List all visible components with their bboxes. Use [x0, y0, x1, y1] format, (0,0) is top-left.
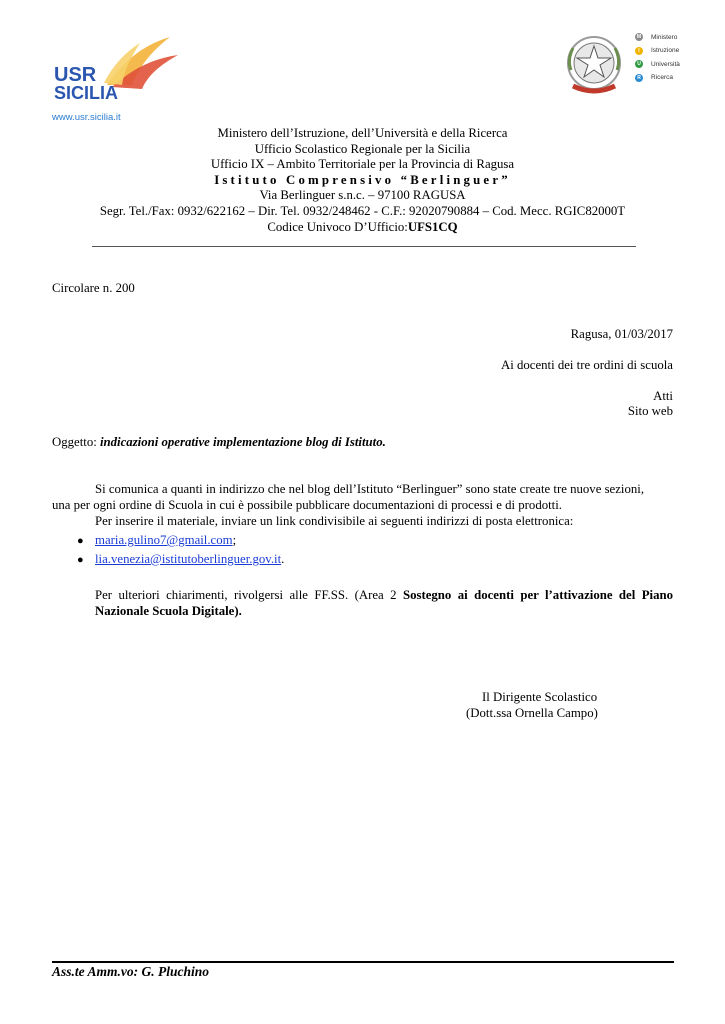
header-divider — [92, 246, 636, 247]
punctuation: ; — [232, 533, 237, 547]
signature-title: Il Dirigente Scolastico — [482, 690, 598, 704]
place-date: Ragusa, 01/03/2017 — [570, 327, 673, 341]
list-item — [77, 551, 284, 568]
miur-item-universita — [635, 58, 680, 70]
office-code-value: UFS1CQ — [407, 219, 458, 234]
list-item — [77, 532, 236, 549]
office-code — [0, 220, 725, 236]
miur-item-ricerca — [635, 72, 680, 84]
paragraph-3-text: Per ulteriori chiarimenti, rivolgersi alle FF.SS. (Area 2 — [95, 588, 403, 602]
school-address: Via Berlinguer s.n.c. – 97100 RAGUSA — [259, 188, 466, 203]
miur-logo — [635, 31, 680, 85]
regional-office: Ufficio Scolastico Regionale per la Sicilia — [254, 141, 471, 156]
subject-label: Oggetto: — [52, 435, 100, 449]
school-contacts: Segr. Tel./Fax: 0932/622162 – Dir. Tel. 0932/248462 - C.F.: 92020790884 – Cod. Mecc. RGIC82000T — [99, 203, 626, 218]
miur-item-istruzione — [635, 45, 680, 57]
ministry-name: Ministero dell’Istruzione, dell’Università e della Ricerca — [217, 126, 508, 140]
paragraph-3-bold: Sostegno ai docenti per l’attivazione del Piano — [402, 588, 673, 602]
miur-i-icon: I — [635, 47, 643, 55]
cc-sito-web: Sito web — [627, 404, 673, 418]
usr-url[interactable]: www.usr.sicilia.it — [52, 112, 121, 123]
miur-label: Ministero — [651, 33, 678, 41]
provincial-office: Ufficio IX – Ambito Territoriale per la Provincia di Ragusa — [210, 157, 515, 172]
usr-sicilia-logo — [52, 33, 182, 105]
bullet-icon: ● — [77, 554, 84, 566]
cc-atti: Atti — [653, 389, 673, 403]
email-link-1[interactable]: maria.gulino7@gmail.com — [95, 533, 233, 547]
circular-number: Circolare n. 200 — [52, 281, 135, 295]
paragraph-1-line-1: Si comunica a quanti in indirizzo che nel blog dell’Istituto “Berlinguer” sono state create tre nuove sezioni, — [95, 482, 645, 496]
office-code-label: Codice Univoco D’Ufficio: — [267, 219, 408, 234]
punctuation: . — [281, 552, 285, 566]
miur-item-ministero — [635, 31, 680, 43]
miur-label: Ricerca — [651, 74, 674, 81]
school-name: Istituto Comprensivo “Berlinguer” — [214, 172, 511, 187]
paragraph-3-line-1 — [95, 587, 673, 603]
svg-text:SICILIA: SICILIA — [54, 83, 119, 103]
paragraph-1-line-2: una per ogni ordine di Scuola in cui è possibile pubblicare documentazioni di processi e di prodotti. — [52, 498, 562, 512]
miur-label: Istruzione — [651, 47, 680, 54]
miur-r-icon: R — [635, 74, 643, 82]
miur-m-icon: M — [636, 34, 642, 40]
miur-u-icon: U — [635, 60, 643, 68]
footer-divider — [52, 961, 674, 963]
subject-line — [52, 434, 386, 450]
miur-label: Università — [651, 60, 680, 68]
republic-emblem-icon — [563, 30, 625, 100]
paragraph-3-bold: Nazionale Scuola Digitale). — [95, 604, 242, 618]
recipient: Ai docenti dei tre ordini di scuola — [500, 358, 673, 372]
subject-text: indicazioni operative implementazione blog di Istituto. — [99, 435, 386, 449]
letterhead — [0, 126, 725, 235]
svg-text:USR: USR — [54, 64, 97, 86]
paragraph-2: Per inserire il materiale, inviare un link condivisibile ai seguenti indirizzi di posta elettronica: — [95, 514, 574, 528]
signature-name: (Dott.ssa Ornella Campo) — [466, 706, 598, 720]
footer-assistant: Ass.te Amm.vo: G. Pluchino — [52, 964, 210, 979]
paragraph-3-line-2 — [95, 603, 242, 619]
email-link-2[interactable]: lia.venezia@istitutoberlinguer.gov.it — [95, 552, 282, 566]
bullet-icon: ● — [77, 535, 84, 547]
